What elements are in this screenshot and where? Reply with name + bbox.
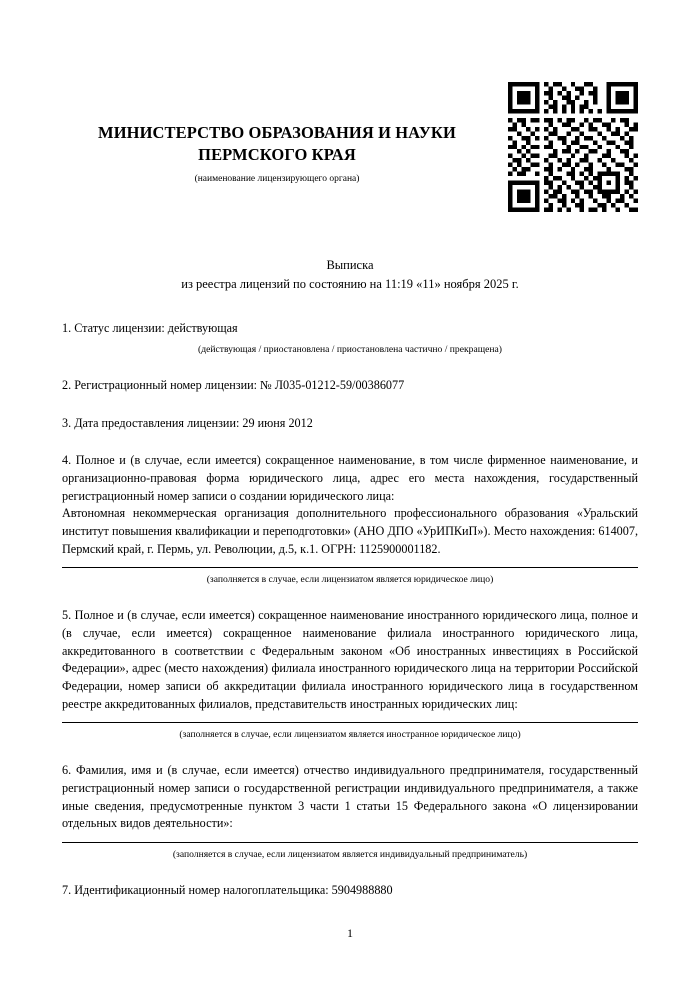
section-registration-number (62, 377, 638, 395)
section-legal-entity-caption: (заполняется в случае, если лицензиатом является юридическое лицо) (206, 574, 494, 586)
qr-code (508, 82, 638, 212)
section-foreign-entity (62, 607, 638, 742)
section-status-text: 1. Статус лицензии: действующая (62, 321, 238, 336)
section-individual-entrepreneur-text: 6. Фамилия, имя и (в случае, если имеется) отчество индивидуального предпринимателя, государственный регистрационный номер записи о государственной регистрации индивидуального предпринимателя, а также иные сведения, предусмотренные пунктом 3 части 1 статьи 15 Федерального закона «О лицензировании отдельных видов деятельности»: (62, 763, 638, 831)
section-individual-entrepreneur (62, 762, 638, 862)
issuing-authority-title: МИНИСТЕРСТВО ОБРАЗОВАНИЯ И НАУКИ ПЕРМСКОГО КРАЯ (98, 123, 456, 165)
document-title-line1: Выписка (326, 257, 374, 272)
section-status (62, 320, 638, 357)
section-inn-text: 7. Идентификационный номер налогоплательщика: 5904988880 (62, 882, 393, 897)
section-foreign-entity-rule (62, 722, 638, 723)
section-individual-entrepreneur-caption: (заполняется в случае, если лицензиатом является индивидуальный предприниматель) (172, 849, 528, 861)
section-legal-entity-rule (62, 567, 638, 568)
section-legal-entity-text: 4. Полное и (в случае, если имеется) сокращенное наименование, в том числе фирменное наименование, и организационно-правовая форма юридического лица, адрес его места нахождения, государственный регистрационный номер записи о создании юридического лица: (62, 453, 638, 503)
section-issue-date (62, 415, 638, 433)
section-individual-entrepreneur-rule (62, 842, 638, 843)
section-issue-date-text: 3. Дата предоставления лицензии: 29 июня 2012 (62, 415, 313, 430)
document-header (62, 0, 492, 184)
section-foreign-entity-text: 5. Полное и (в случае, если имеется) сокращенное наименование иностранного юридического лица, полное и (в случае, если имеется) сокращенное наименование филиала иностранного юридического лица, аккредитованного в соответствии с Федеральным законом «Об иностранных инвестициях в Российской Федерации», адрес (место нахождения) филиала иностранного юридического лица на территории Российской Федерации, номер записи об аккредитации филиала иностранного юридического лица в государственном реестре аккредитованных филиалов, представительств иностранных юридических лиц: (62, 608, 638, 711)
section-inn (62, 882, 638, 900)
document-title-line2: из реестра лицензий по состоянию на 11:19 «11» ноября 2025 г. (181, 276, 519, 291)
document-title (62, 256, 638, 295)
section-legal-entity-value: Автономная некоммерческая организация дополнительного профессионального образования «Уральский институт повышения квалификации и переподготовки» (АНО ДПО «УрИПКиП»). Место нахождения: 614007, Пермский край, г. Пермь, ул. Революции, д.5, к.1. ОГРН: 1125900001182. (62, 506, 638, 556)
section-legal-entity (62, 452, 638, 587)
section-status-caption: (действующая / приостановлена / приостановлена частично / прекращена) (198, 343, 502, 355)
section-registration-number-text: 2. Регистрационный номер лицензии: № Л035-01212-59/00386077 (62, 377, 405, 392)
section-foreign-entity-caption: (заполняется в случае, если лицензиатом является иностранное юридическое лицо) (179, 729, 521, 741)
page-number: 1 (347, 926, 353, 940)
issuing-authority-caption: (наименование лицензирующего органа) (194, 173, 360, 184)
